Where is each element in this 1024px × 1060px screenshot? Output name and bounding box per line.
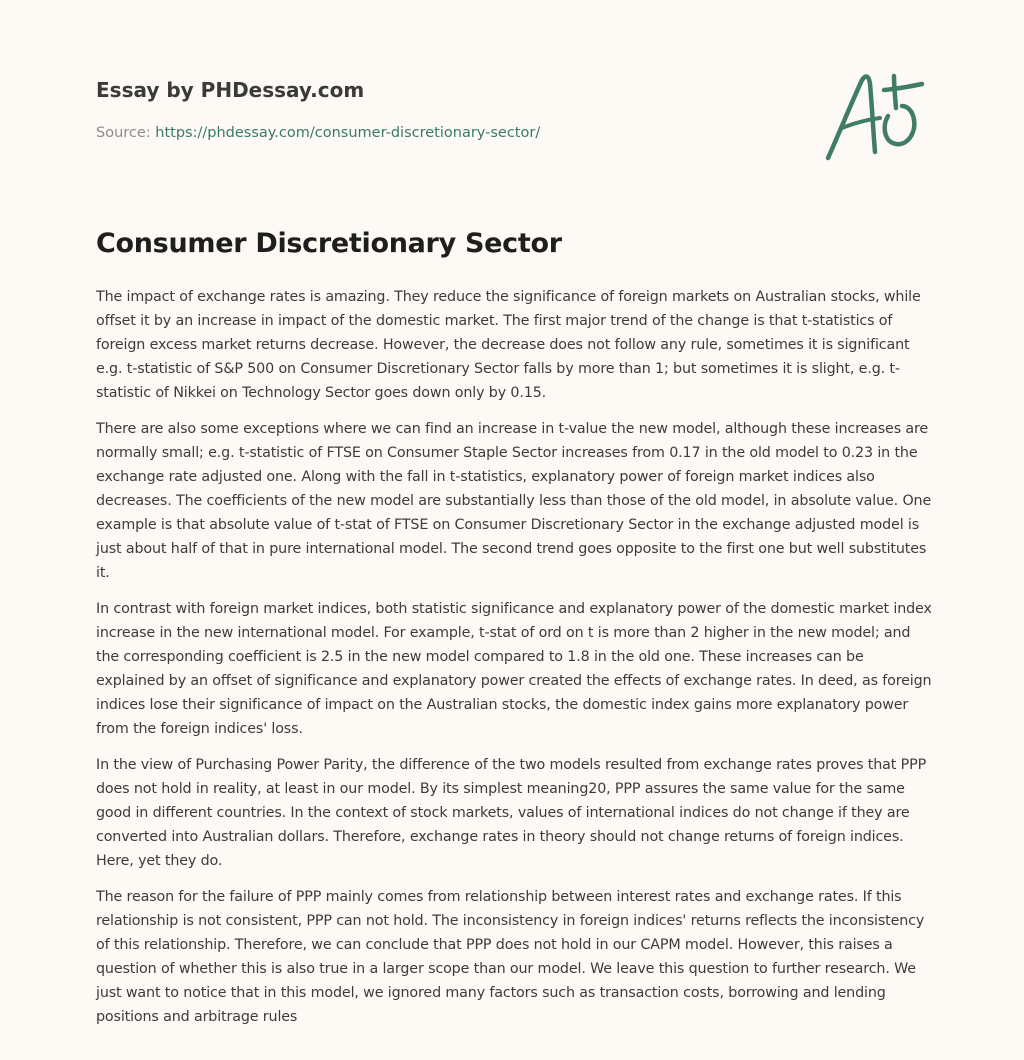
page-header xyxy=(96,76,926,104)
essay-paragraph: In contrast with foreign market indices, both statistic significance and explanatory power of the domestic market index increase in the new international model. For example, t-stat of ord on t is more than 2 higher in the new model; and the corresponding coefficient is 2.5 in the new model compared to 1.8 in the old one. These increases can be explained by an offset of significance and explanatory power created the effects of exchange rates. In deed, as foreign indices lose their significance of impact on the Australian stocks, the domestic index gains more explanatory power from the foreign indices' loss. xyxy=(96,601,932,737)
source-label: Source: xyxy=(96,125,151,141)
essay-paragraph: The impact of exchange rates is amazing. They reduce the significance of foreign markets on Australian stocks, while offset it by an increase in impact of the domestic market. The first major trend of the change is that t-statistics of foreign excess market returns decrease. However, the decrease does not follow any rule, sometimes it is significant e.g. t-statistic of S&P 500 on Consumer Discretionary Sector falls by more than 1; but sometimes it is slight, e.g. t-statistic of Nikkei on Technology Sector goes down only by 0.15. xyxy=(96,289,921,401)
essay-title: Consumer Discretionary Sector xyxy=(96,228,562,259)
essay-paragraph: There are also some exceptions where we can find an increase in t-value the new model, although these increases are normally small; e.g. t-statistic of FTSE on Consumer Staple Sector increases from 0.17 in the old model to 0.23 in the exchange rate adjusted one. Along with the fall in t-statistics, explanatory power of foreign market indices also decreases. The coefficients of the new model are substantially less than those of the old model, in absolute value. One example is that absolute value of t-stat of FTSE on Consumer Discretionary Sector in the exchange adjusted model is just about half of that in pure international model. The second trend goes opposite to the first one but well substitutes it. xyxy=(96,421,932,581)
site-brand: Essay by PHDessay.com xyxy=(96,78,365,102)
source-line xyxy=(96,123,540,143)
a-plus-logo-icon xyxy=(818,66,930,166)
essay-paragraph: In the view of Purchasing Power Parity, the difference of the two models resulted from exchange rates proves that PPP does not hold in reality, at least in our model. By its simplest meaning20, PPP assures the same value for the same good in different countries. In the context of stock markets, values of international indices do not change if they are converted into Australian dollars. Therefore, exchange rates in theory should not change returns of foreign indices. Here, yet they do. xyxy=(96,757,927,869)
essay-body xyxy=(96,285,932,1041)
essay-paragraph: The reason for the failure of PPP mainly comes from relationship between interest rates and exchange rates. If this relationship is not consistent, PPP can not hold. The inconsistency in foreign indices' returns reflects the inconsistency of this relationship. Therefore, we can conclude that PPP does not hold in our CAPM model. However, this raises a question of whether this is also true in a larger scope than our model. We leave this question to further research. We just want to notice that in this model, we ignored many factors such as transaction costs, borrowing and lending positions and arbitrage rules xyxy=(96,889,925,1025)
source-link[interactable]: https://phdessay.com/consumer-discretionary-sector/ xyxy=(155,125,541,141)
